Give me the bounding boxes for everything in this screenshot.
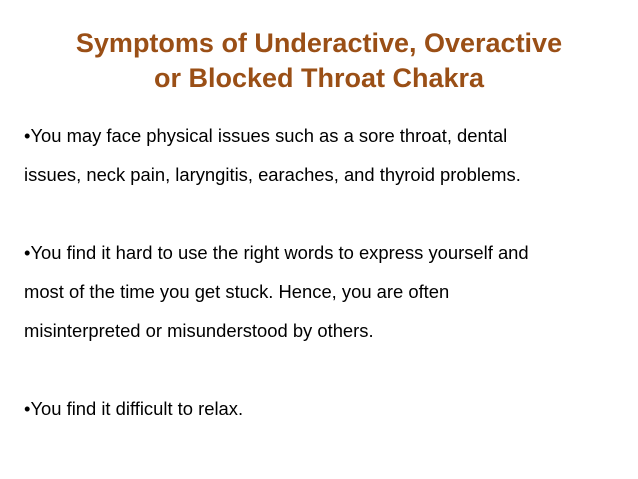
bullet-expression	[24, 233, 624, 350]
slide-title-line-2: or Blocked Throat Chakra	[153, 63, 485, 93]
bullet-line: •You find it hard to use the right words to express yourself and	[24, 242, 529, 263]
slide-title-line-1: Symptoms of Underactive, Overactive	[75, 28, 563, 58]
bullet-line: misinterpreted or misunderstood by others.	[24, 320, 374, 341]
bullet-line: •You may face physical issues such as a sore throat, dental	[24, 125, 508, 146]
slide-title	[0, 26, 638, 96]
bullet-physical-issues	[24, 116, 624, 194]
bullet-line: issues, neck pain, laryngitis, earaches, and thyroid problems.	[24, 164, 521, 185]
slide-body	[24, 116, 624, 467]
bullet-line: most of the time you get stuck. Hence, you are often	[24, 281, 450, 302]
bullet-line: •You find it difficult to relax.	[24, 398, 244, 419]
bullet-relax	[24, 389, 624, 428]
